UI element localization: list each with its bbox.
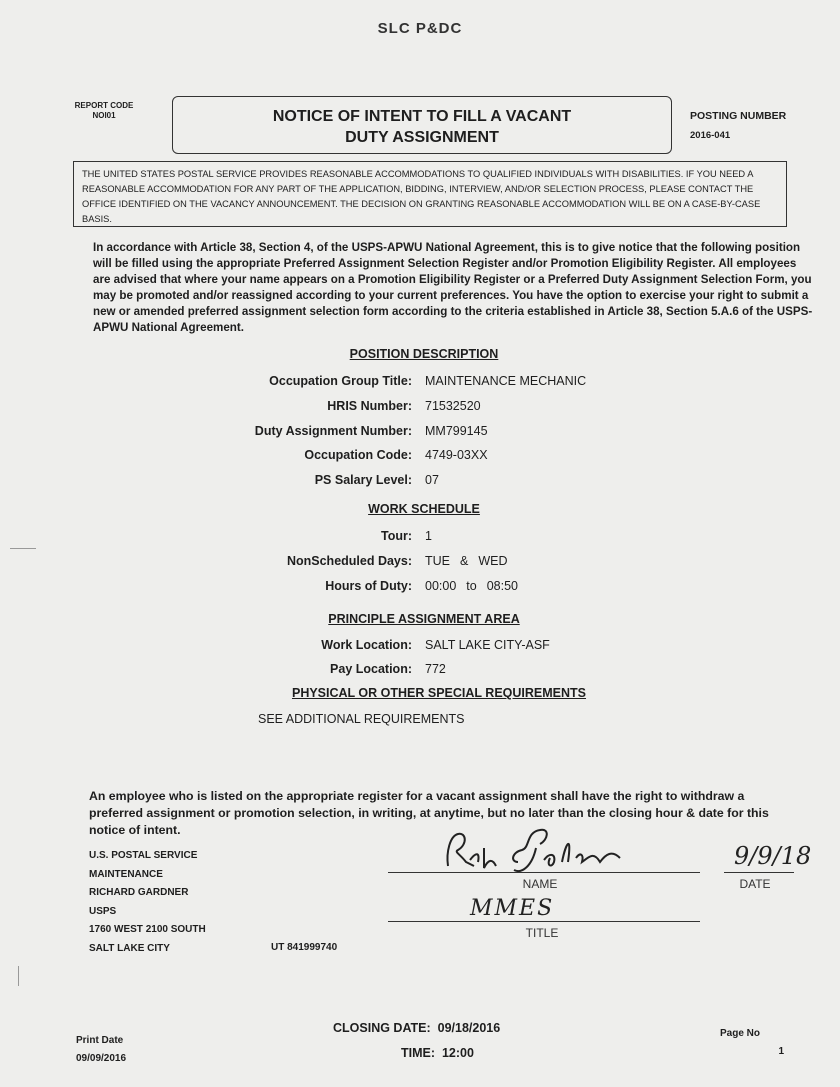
- field-label: Tour:: [380, 529, 412, 543]
- special-requirements-value: SEE ADDITIONAL REQUIREMENTS: [258, 712, 465, 726]
- title-line-1: NOTICE OF INTENT TO FILL A VACANT: [272, 108, 572, 125]
- tour-row: [0, 529, 840, 547]
- field-value: SALT LAKE CITY-ASF: [425, 638, 550, 652]
- field-label: Occupation Group Title:: [269, 374, 412, 388]
- field-value: [425, 579, 518, 593]
- field-label: Work Location:: [321, 638, 412, 652]
- closing-date: [333, 1021, 500, 1035]
- field-value: 772: [425, 662, 446, 676]
- occupation-group-title-row: [0, 374, 840, 392]
- posting-number-label: POSTING NUMBER: [690, 110, 787, 122]
- address-line: SALT LAKE CITY: [89, 942, 170, 954]
- posting-number: [690, 107, 786, 145]
- day-separator: &: [460, 554, 469, 568]
- hours-of-duty-row: [0, 579, 840, 597]
- scan-mark: [10, 548, 36, 549]
- report-code-label: REPORT CODE: [74, 101, 134, 110]
- hours-end: 08:50: [486, 579, 518, 593]
- pay-location-row: [0, 662, 840, 680]
- field-value: 71532520: [425, 399, 481, 413]
- closing-time: [401, 1046, 474, 1060]
- closing-time-value: 12:00: [441, 1046, 474, 1060]
- field-label: Occupation Code:: [304, 448, 412, 462]
- print-date-label: Print Date: [76, 1035, 124, 1046]
- hours-separator: to: [466, 579, 477, 593]
- field-value: 4749-03XX: [425, 448, 488, 462]
- print-date: [76, 1032, 126, 1068]
- title-signature-line: [388, 921, 700, 922]
- ps-salary-level-row: [0, 473, 840, 491]
- field-label: HRIS Number:: [327, 399, 412, 413]
- date-label: DATE: [739, 877, 771, 891]
- posting-number-value: 2016-041: [690, 130, 731, 141]
- name-signature-line: [388, 872, 700, 873]
- print-date-value: 09/09/2016: [76, 1053, 127, 1064]
- occupation-code-row: [0, 448, 840, 466]
- accommodation-notice: THE UNITED STATES POSTAL SERVICE PROVIDES REASONABLE ACCOMMODATIONS TO QUALIFIED INDIVIDUALS WITH DISABILITIES. IF YOU NEED A REASONABLE ACCOMMODATION FOR ANY PART OF THE APPLICATION, BIDDING, INTERVIEW, AND/OR SELECTION PROCESS, PLEASE CONTACT THE OFFICE IDENTIFIED ON THE VACANCY ANNOUNCEMENT. THE DECISION ON GRANTING REASONABLE ACCOMMODATION WILL BE ON A CASE-BY-CASE BASIS.: [73, 161, 787, 227]
- address-state-zip: UT 841999740: [271, 942, 338, 953]
- nonscheduled-day-2: WED: [478, 554, 508, 568]
- title-line-2: DUTY ASSIGNMENT: [345, 129, 499, 146]
- closing-date-value: 09/18/2016: [437, 1021, 501, 1035]
- field-label: Hours of Duty:: [325, 579, 412, 593]
- scan-mark: [18, 966, 19, 986]
- nonscheduled-day-1: TUE: [425, 554, 450, 568]
- special-requirements-heading: PHYSICAL OR OTHER SPECIAL REQUIREMENTS: [291, 686, 587, 700]
- address-line: 1760 WEST 2100 SOUTH: [89, 924, 206, 935]
- page-number: [720, 1025, 784, 1061]
- closing-date-label: CLOSING DATE:: [333, 1021, 431, 1035]
- work-schedule-heading: WORK SCHEDULE: [368, 502, 480, 516]
- closing-time-label: TIME:: [401, 1046, 436, 1060]
- handwritten-title: MMES: [470, 896, 555, 921]
- date-signature-line: [724, 872, 794, 873]
- field-label: NonScheduled Days:: [286, 554, 412, 568]
- duty-assignment-number-row: [0, 424, 840, 442]
- document-title: [172, 96, 672, 154]
- intro-paragraph: In accordance with Article 38, Section 4, of the USPS-APWU National Agreement, this is to give notice that the following position will be filled using the appropriate Preferred Assignment Selection Register and/or Promotion Eligibility Register. All employees are advised that where your name appears on a Promotion Eligibility Register or a Preferred Duty Assignment Selection Form, you may be promoted and/or reassigned according to your current preferences. You have the option to exercise your right to submit a new or amended preferred assignment selection form according to the criteria established in Article 38, Section 5.A.6 of the USPS-APWU National Agreement.: [93, 241, 813, 334]
- report-code-value: NOI01: [92, 111, 116, 120]
- address-line: USPS: [89, 905, 117, 917]
- field-value: 07: [425, 473, 439, 487]
- handwritten-date: 9/9/18: [734, 842, 812, 870]
- address-line: RICHARD GARDNER: [89, 887, 189, 898]
- hris-number-row: [0, 399, 840, 417]
- address-line: MAINTENANCE: [89, 868, 163, 880]
- withdraw-notice: An employee who is listed on the appropriate register for a vacant assignment shall have the right to withdraw a preferred assignment or promotion selection, in writing, at anytime, but no later than the closing hour & date for this notice of intent.: [89, 789, 769, 837]
- field-value: MM799145: [425, 424, 488, 438]
- field-label: Duty Assignment Number:: [254, 424, 412, 438]
- report-code: [66, 101, 142, 121]
- nonscheduled-days-row: [0, 554, 840, 572]
- hours-start: 00:00: [425, 579, 457, 593]
- handwritten-signature: [440, 822, 640, 878]
- page-number-value: 1: [778, 1046, 784, 1057]
- field-label: PS Salary Level:: [314, 473, 412, 487]
- mailing-address: [89, 847, 338, 958]
- principle-assignment-area-heading: PRINCIPLE ASSIGNMENT AREA: [328, 612, 520, 626]
- position-description-heading: POSITION DESCRIPTION: [349, 347, 499, 361]
- title-label: TITLE: [525, 926, 559, 940]
- name-label: NAME: [522, 877, 558, 891]
- field-label: Pay Location:: [330, 662, 412, 676]
- page-number-label: Page No: [720, 1028, 761, 1039]
- work-location-row: [0, 638, 840, 656]
- field-value: 1: [425, 529, 432, 543]
- address-line: U.S. POSTAL SERVICE: [89, 850, 198, 861]
- field-value: MAINTENANCE MECHANIC: [425, 374, 587, 388]
- field-value: [425, 554, 508, 568]
- facility-header: SLC P&DC: [377, 20, 463, 37]
